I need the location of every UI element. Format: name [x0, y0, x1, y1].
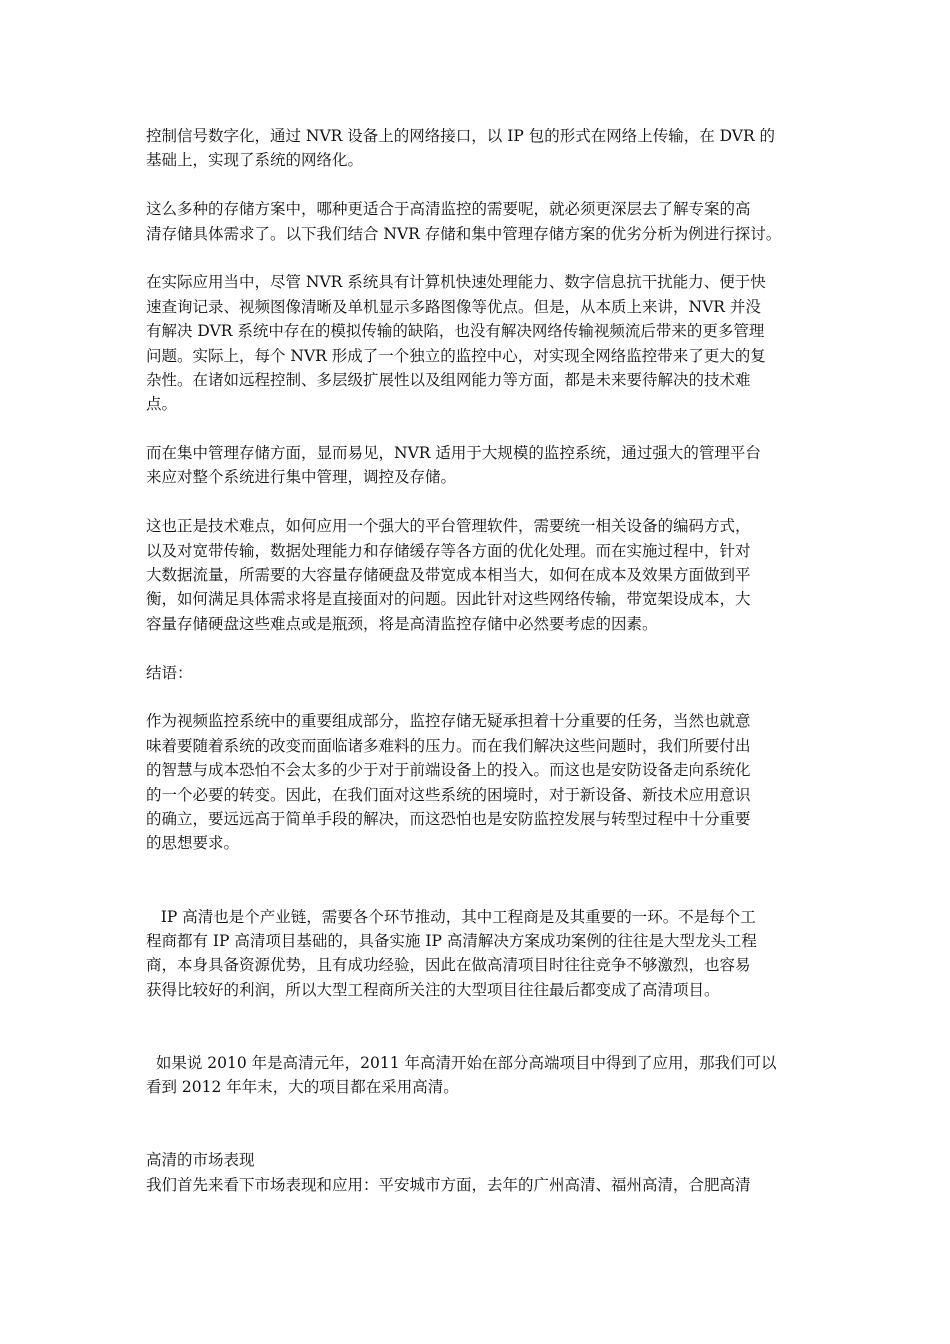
paragraph-spacer: [146, 173, 826, 197]
conclusion-heading: 结语：: [146, 663, 193, 682]
market-heading: 高清的市场表现: [146, 1151, 255, 1170]
text-line: 看到 2012 年年末，大的项目都在采用高清。: [146, 1078, 459, 1097]
text-line: 基础上，实现了系统的网络化。: [146, 151, 364, 170]
paragraph-technical-difficulties: [146, 514, 826, 636]
paragraph-spacer: [146, 246, 826, 270]
text-line: 问题。实际上，每个 NVR 形成了一个独立的监控中心，对实现全网络监控带来了更大的复: [146, 346, 766, 365]
paragraph-nvr-limitations: [146, 270, 826, 416]
text-line: 衡，如何满足具体需求将是直接面对的问题。因此针对这些网络传输，带宽架设成本，大: [146, 590, 751, 609]
paragraph-market: [146, 1173, 826, 1197]
text-line: 的一个必要的转变。因此，在我们面对这些系统的困境时，对于新设备、新技术应用意识: [146, 785, 751, 804]
text-line: IP 高清也是个产业链，需要各个环节推动，其中工程商是及其重要的一环。不是每个工: [146, 907, 756, 926]
text-line: 以及对宽带传输，数据处理能力和存储缓存等各方面的优化处理。而在实施过程中，针对: [146, 541, 751, 560]
paragraph-spacer: [146, 880, 826, 904]
paragraph-spacer: [146, 1026, 826, 1050]
paragraph-spacer: [146, 1002, 826, 1026]
text-line: 作为视频监控系统中的重要组成部分，监控存储无疑承担着十分重要的任务，当然也就意: [146, 712, 751, 731]
text-line: 控制信号数字化，通过 NVR 设备上的网络接口，以 IP 包的形式在网络上传输，在 DVR 的: [146, 127, 776, 145]
paragraph-centralized-storage: [146, 441, 826, 490]
text-line: 获得比较好的利润，所以大型工程商所关注的大型项目往往最后都变成了高清项目。: [146, 980, 720, 999]
text-line: 清存储具体需求了。以下我们结合 NVR 存储和集中管理存储方案的优劣分析为例进行探讨。: [146, 224, 782, 243]
paragraph-spacer: [146, 490, 826, 514]
text-line: 在实际应用当中，尽管 NVR 系统具有计算机快速处理能力、数字信息抗干扰能力、便于快: [146, 273, 766, 292]
text-line: 如果说 2010 年是高清元年，2011 年高清开始在部分高端项目中得到了应用，那我们可以: [146, 1053, 777, 1072]
paragraph-spacer: [146, 685, 826, 709]
paragraph-spacer: [146, 417, 826, 441]
text-line: 的思想要求。: [146, 834, 240, 853]
text-line: 我们首先来看下市场表现和应用：平安城市方面，去年的广州高清、福州高清，合肥高清: [146, 1175, 751, 1194]
text-line: 容量存储硬盘这些难点或是瓶颈，将是高清监控存储中必然要考虑的因素。: [146, 614, 658, 633]
text-line: 味着要随着系统的改变而面临诸多难料的压力。而在我们解决这些问题时，我们所要付出: [146, 736, 751, 755]
text-line: 而在集中管理存储方面，显而易见，NVR 适用于大规模的监控系统，通过强大的管理平台: [146, 444, 761, 463]
text-line: 速查询记录、视频图像清晰及单机显示多路图像等优点。但是，从本质上来讲，NVR 并没: [146, 297, 761, 316]
text-line: 这么多种的存储方案中，哪种更适合于高清监控的需要呢，就必须更深层去了解专案的高: [146, 200, 751, 219]
text-line: 杂性。在诸如远程控制、多层级扩展性以及组网能力等方面，都是未来要待解决的技术难: [146, 370, 751, 389]
text-line: 来应对整个系统进行集中管理，调控及存储。: [146, 468, 457, 487]
paragraph-hd-timeline: [146, 1051, 826, 1100]
text-line: 这也正是技术难点，如何应用一个强大的平台管理软件，需要统一相关设备的编码方式，: [146, 517, 751, 536]
paragraph-spacer: [146, 1124, 826, 1148]
text-line: 有解决 DVR 系统中存在的模拟传输的缺陷，也没有解决网络传输视频流后带来的更多管理: [146, 322, 765, 341]
text-line: 程商都有 IP 高清项目基础的，具备实施 IP 高清解决方案成功案例的往往是大型龙头工程: [146, 931, 757, 950]
document-body: [146, 124, 826, 1197]
text-line: 点。: [146, 395, 178, 414]
paragraph-storage-solutions: [146, 197, 826, 246]
text-line: 商，本身具备资源优势，且有成功经验，因此在做高清项目时往往竞争不够激烈，也容易: [146, 956, 751, 975]
text-line: 的确立，要远远高于简单手段的解决，而这恐怕也是安防监控发展与转型过程中十分重要: [146, 809, 751, 828]
paragraph-spacer: [146, 1100, 826, 1124]
text-line: 大数据流量，所需要的大容量存储硬盘及带宽成本相当大，如何在成本及效果方面做到平: [146, 566, 751, 585]
paragraph-spacer: [146, 856, 826, 880]
paragraph-conclusion: [146, 709, 826, 855]
paragraph-spacer: [146, 636, 826, 660]
paragraph-ip-hd-industry: [146, 905, 826, 1003]
paragraph-nvr-network: [146, 124, 826, 173]
text-line: 的智慧与成本恐怕不会太多的少于对于前端设备上的投入。而这也是安防设备走向系统化: [146, 761, 751, 780]
